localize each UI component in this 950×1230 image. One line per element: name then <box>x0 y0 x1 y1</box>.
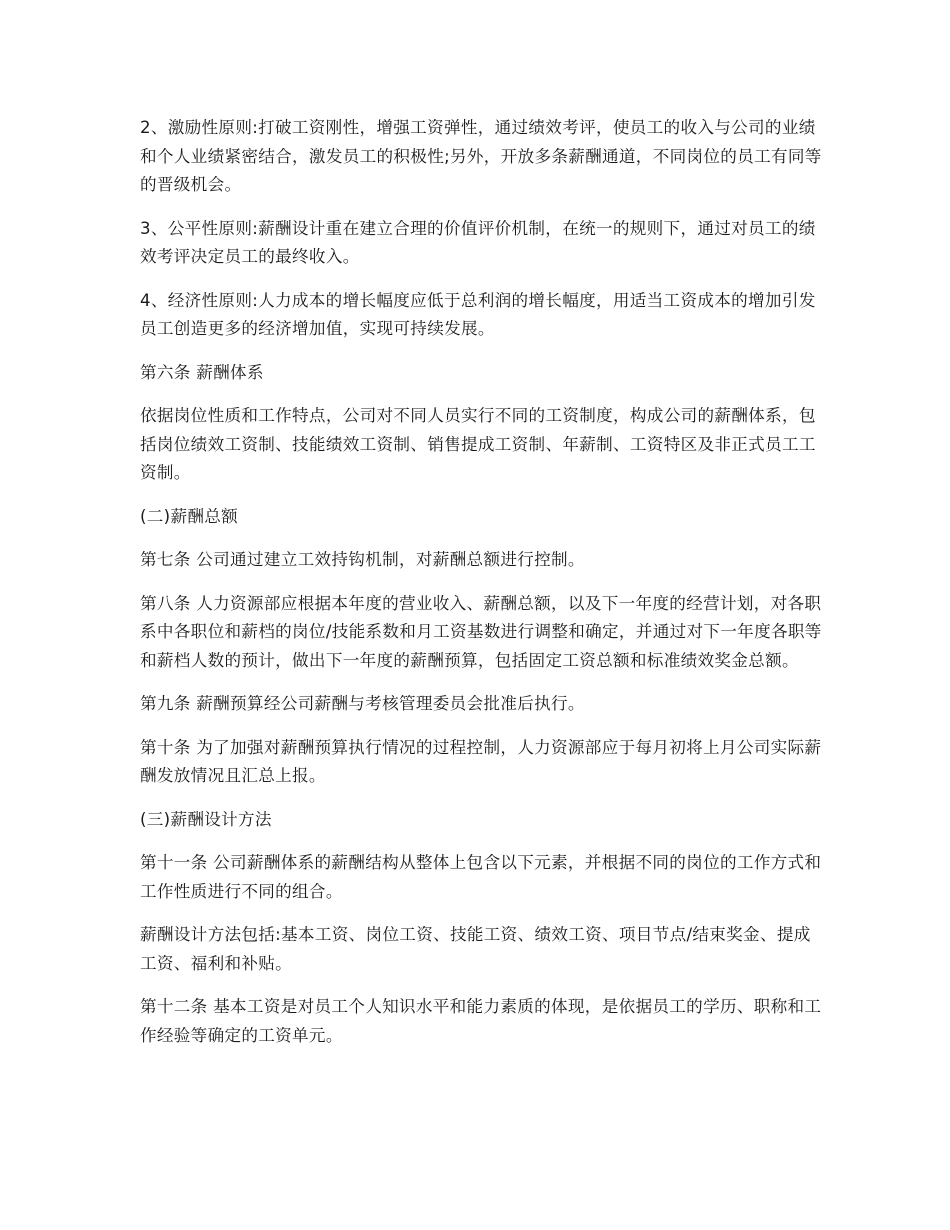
article-12: 第十二条 基本工资是对员工个人知识水平和能力素质的体现，是依据员工的学历、职称和工作经验等确定的工资单元。 <box>140 997 822 1045</box>
document-page <box>140 114 822 1065</box>
article-8: 第八条 人力资源部应根据本年度的营业收入、薪酬总额，以及下一年度的经营计划，对各职系中各职位和薪档的岗位/技能系数和月工资基数进行调整和确定，并通过对下一年度各职等和薪档人数的预计，做出下一年度的薪酬预算，包括固定工资总额和标准绩效奖金总额。 <box>140 593 822 670</box>
principle-economy: 4、经济性原则:人力成本的增长幅度应低于总利润的增长幅度，用适当工资成本的增加引发员工创造更多的经济增加值，实现可持续发展。 <box>140 290 816 338</box>
principle-incentive: 2、激励性原则:打破工资刚性，增强工资弹性，通过绩效考评，使员工的收入与公司的业绩和个人业绩紧密结合，激发员工的积极性;另外，开放多条薪酬通道，不同岗位的员工有同等的晋级机会。 <box>140 118 822 194</box>
principle-fairness: 3、公平性原则:薪酬设计重在建立合理的价值评价机制，在统一的规则下，通过对员工的绩效考评决定员工的最终收入。 <box>140 218 816 266</box>
design-methods: 薪酬设计方法包括:基本工资、岗位工资、技能工资、绩效工资、项目节点/结束奖金、提成工资、福利和补贴。 <box>140 925 811 973</box>
section-3-title: (三)薪酬设计方法 <box>140 809 272 829</box>
section-2-title: (二)薪酬总额 <box>140 506 239 526</box>
article-11: 第十一条 公司薪酬体系的薪酬结构从整体上包含以下元素，并根据不同的岗位的工作方式和工作性质进行不同的组合。 <box>140 853 822 901</box>
article-6-body: 依据岗位性质和工作特点，公司对不同人员实行不同的工资制度，构成公司的薪酬体系，包括岗位绩效工资制、技能绩效工资制、销售提成工资制、年薪制、工资特区及非正式员工工资制。 <box>140 406 816 482</box>
article-10: 第十条 为了加强对薪酬预算执行情况的过程控制，人力资源部应于每月初将上月公司实际薪酬发放情况且汇总上报。 <box>140 737 822 785</box>
article-9: 第九条 薪酬预算经公司薪酬与考核管理委员会批准后执行。 <box>140 694 585 713</box>
article-7: 第七条 公司通过建立工效持钩机制，对薪酬总额进行控制。 <box>140 550 585 569</box>
article-6-title: 第六条 薪酬体系 <box>140 362 264 382</box>
